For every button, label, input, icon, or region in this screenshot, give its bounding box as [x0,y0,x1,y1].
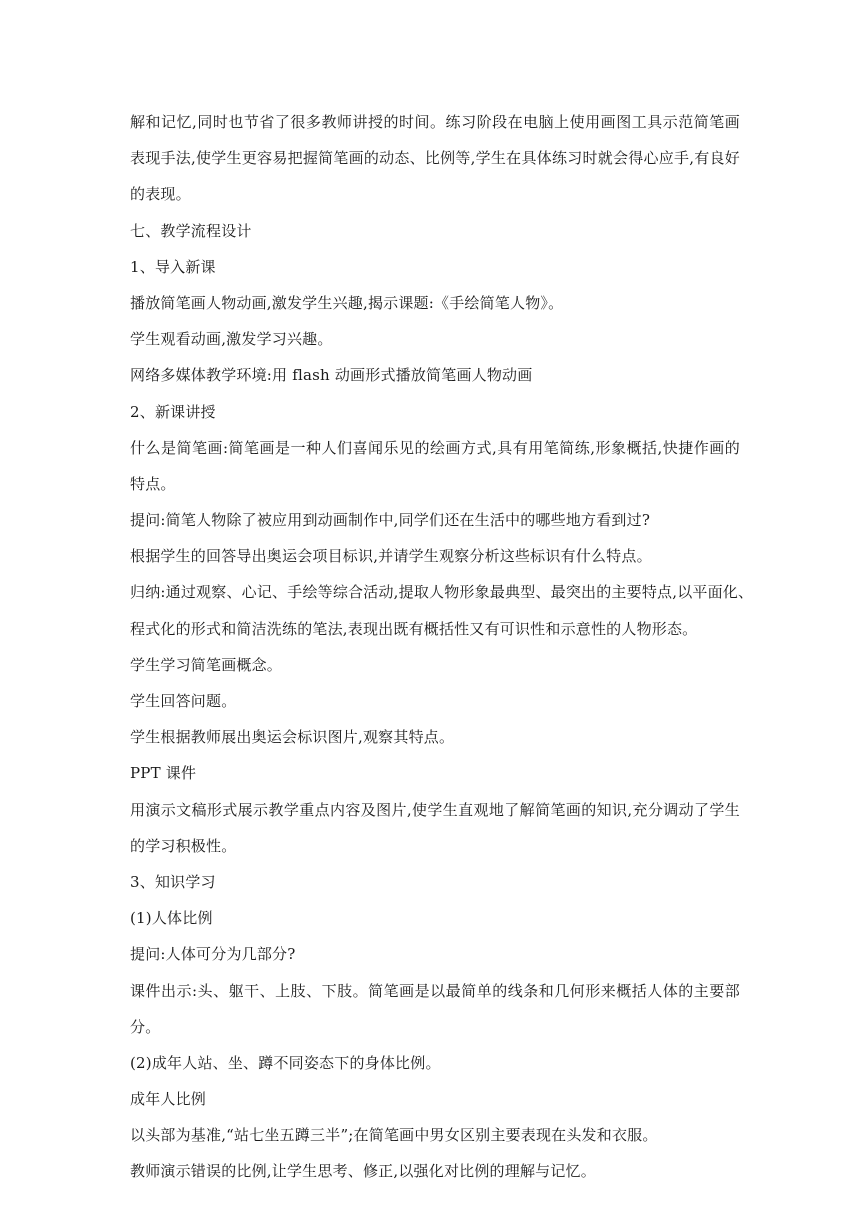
text-line: 根据学生的回答导出奥运会项目标识,并请学生观察分析这些标识有什么特点。 [130,547,652,566]
subsection-heading: 3、知识学习 [130,872,216,891]
text-line: 教师演示错误的比例,让学生思考、修正,以强化对比例的理解与记忆。 [130,1162,596,1181]
text-line: 的学习积极性。 [130,836,237,855]
text-line: 成年人比例 [130,1090,207,1109]
text-line: 提问:人体可分为几部分? [130,945,296,964]
text-line: 以头部为基准,“站七坐五蹲三半”;在简笔画中男女区别主要表现在头发和衣服。 [130,1126,658,1145]
section-heading: 七、教学流程设计 [130,221,252,240]
text-line: 的表现。 [130,185,191,204]
text-line: 程式化的形式和简洁洗练的笔法,表现出既有概括性又有可识性和示意性的人物形态。 [130,619,698,638]
text-line: 用演示文稿形式展示教学重点内容及图片,使学生直观地了解简笔画的知识,充分调动了学生 [130,800,740,819]
text-line: 学生回答问题。 [130,692,237,710]
text-line: PPT 课件 [130,764,197,783]
text-line: 分。 [130,1017,161,1036]
text-line: 课件出示:头、躯干、上肢、下肢。简笔画是以最简单的线条和几何形来概括人体的主要部 [130,981,740,1000]
text-line: 特点。 [130,474,176,493]
text-line: (2)成年人站、坐、蹲不同姿态下的身体比例。 [130,1053,441,1072]
text-line: 表现手法,使学生更容易把握简笔画的动态、比例等,学生在具体练习时就会得心应手,有良好 [130,149,740,168]
text-line: 提问:简笔人物除了被应用到动画制作中,同学们还在生活中的哪些地方看到过? [130,511,651,530]
text-line: 网络多媒体教学环境:用 flash 动画形式播放简笔画人物动画 [130,366,533,385]
text-line: 学生观看动画,激发学习兴趣。 [130,330,333,349]
text-line: 学生学习简笔画概念。 [130,655,283,674]
text-line: 什么是简笔画:简笔画是一种人们喜闻乐见的绘画方式,具有用笔简练,形象概括,快捷作画的 [130,438,740,457]
text-line: 学生根据教师展出奥运会标识图片,观察其特点。 [130,728,455,747]
text-line: 归纳:通过观察、心记、手绘等综合活动,提取人物形象最典型、最突出的主要特点,以平面化、 [130,583,754,602]
subsection-heading: 2、新课讲授 [130,402,216,421]
text-line: (1)人体比例 [130,909,213,928]
text-line: 解和记忆,同时也节省了很多教师讲授的时间。练习阶段在电脑上使用画图工具示范简笔画 [130,113,740,131]
text-line: 播放简笔画人物动画,激发学生兴趣,揭示课题:《手绘简笔人物》。 [130,293,564,312]
document-page [130,104,754,1190]
subsection-heading: 1、导入新课 [130,257,216,276]
